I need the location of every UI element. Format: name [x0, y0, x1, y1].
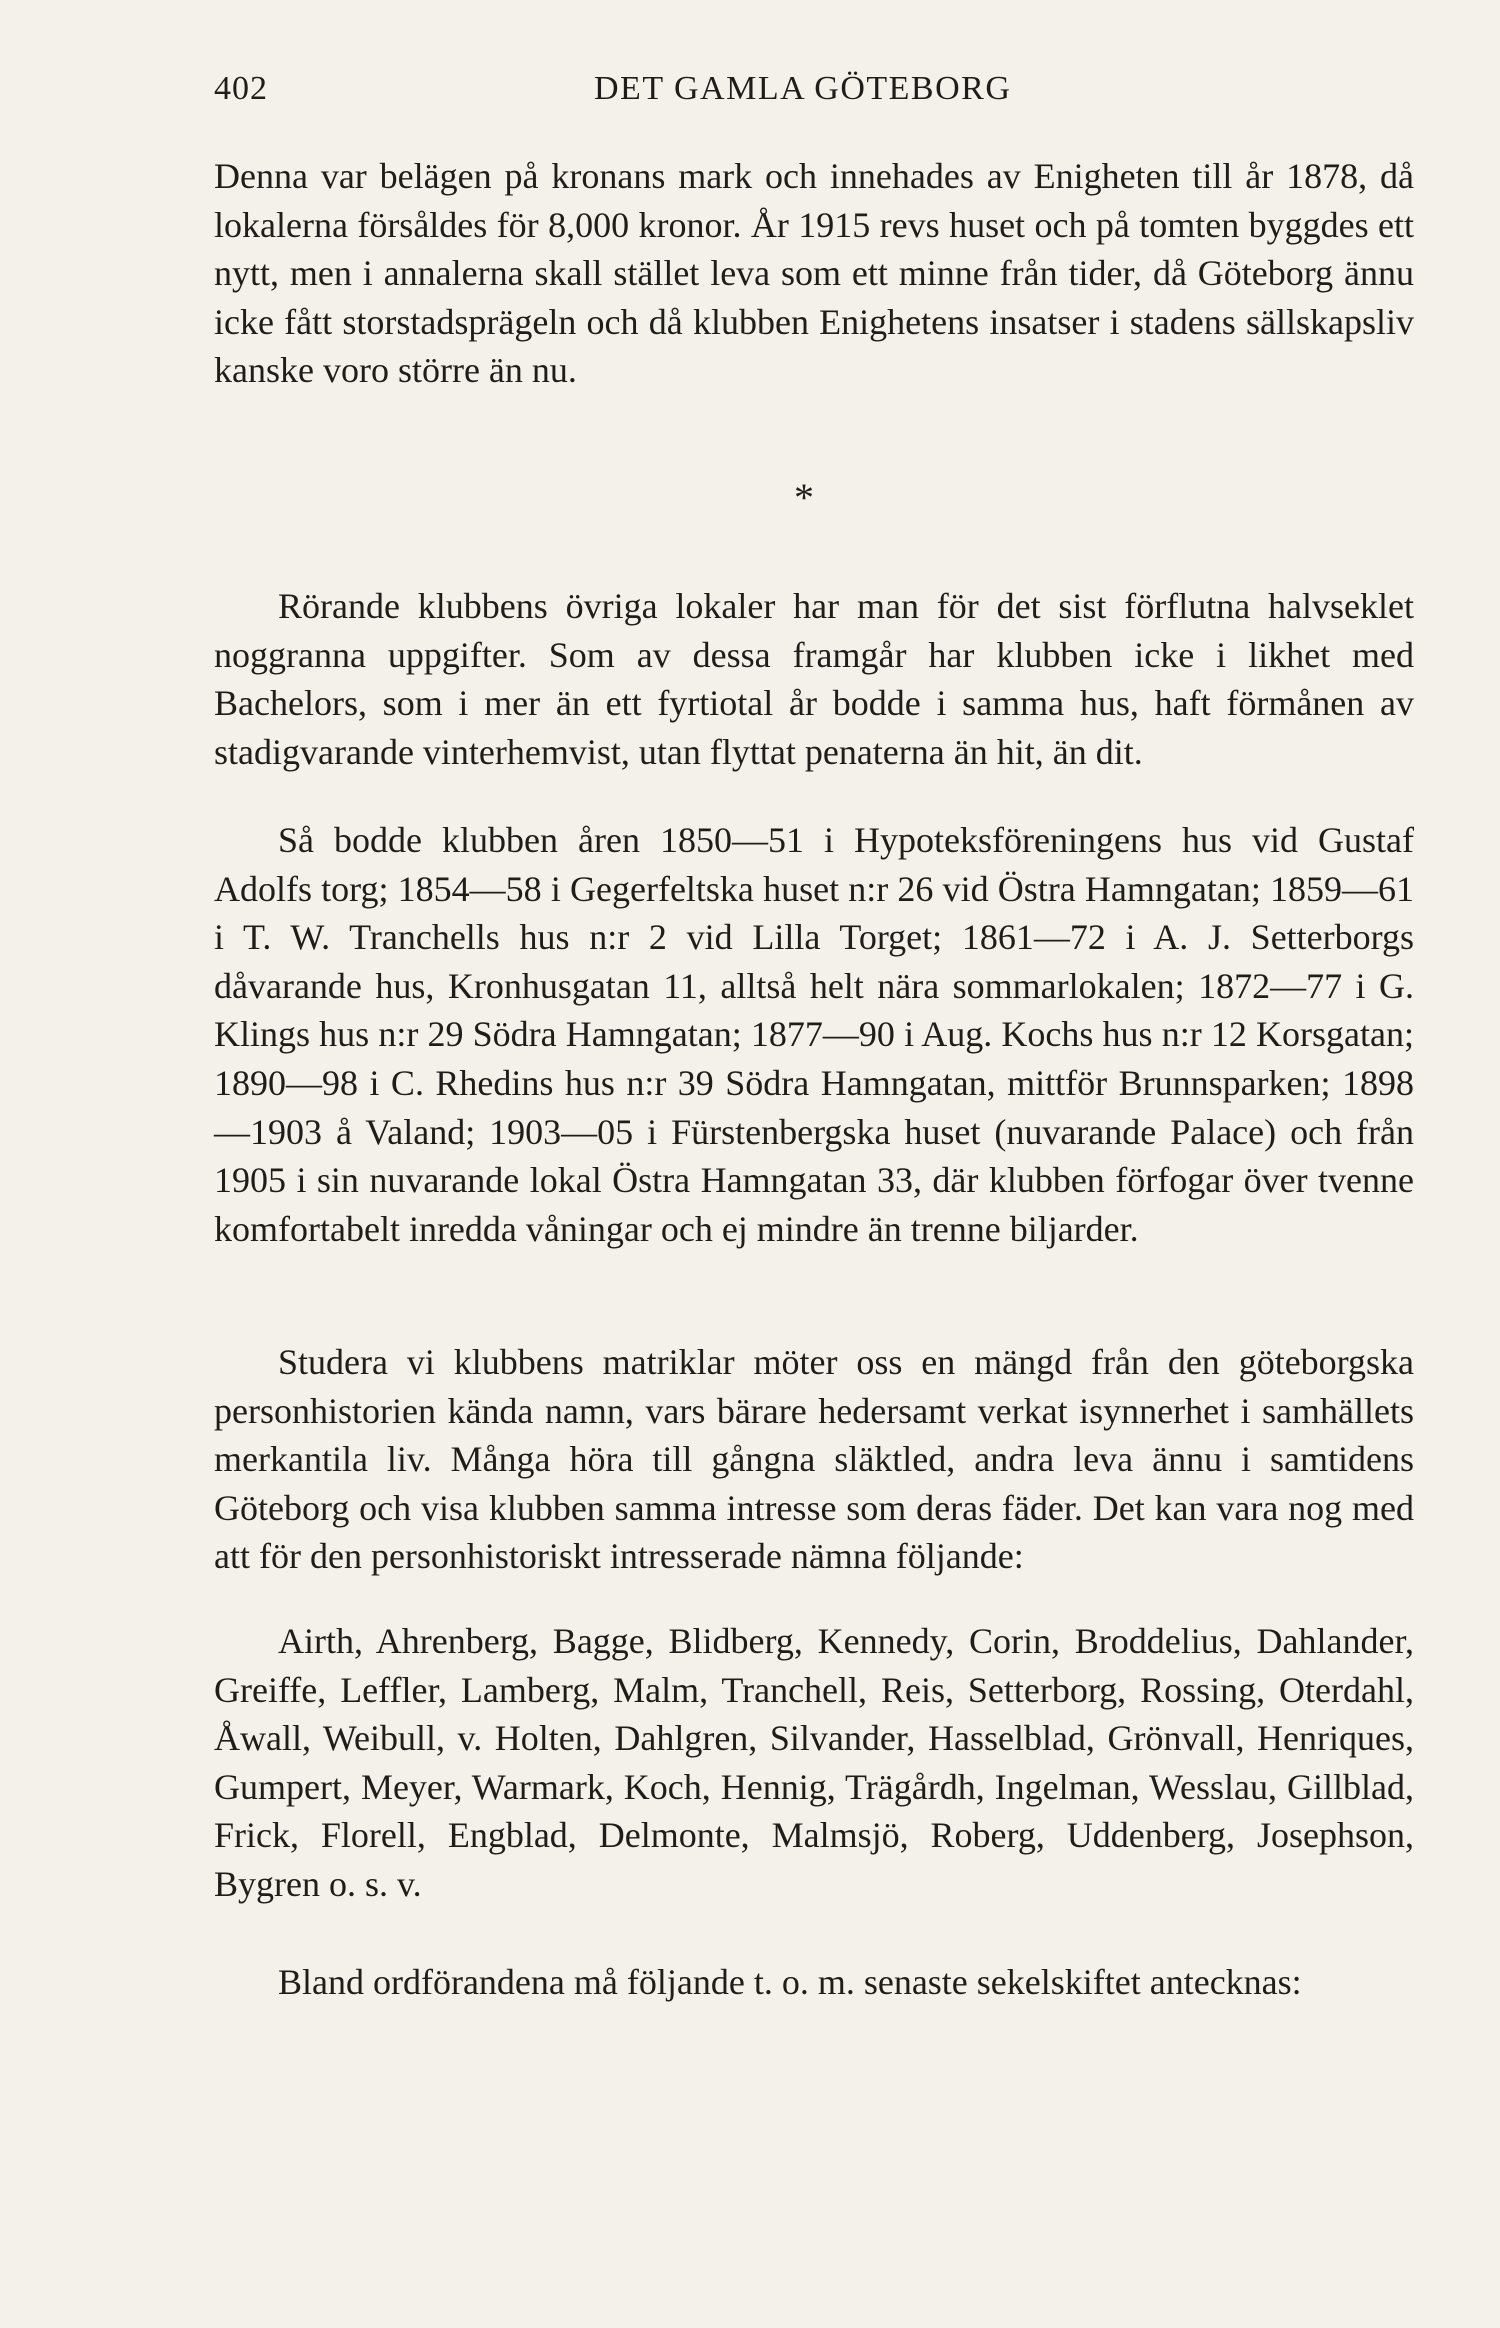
paragraph-4: Studera vi klubbens matriklar möter oss en mängd från den göteborgska personhistorien kända namn, vars bärare hedersamt verkat isynnerhet i samhällets merkantila liv. Många höra till gångna släktled, andra leva ännu i samtidens Göteborg och visa klubben samma intresse som deras fäder. Det kan vara nog med att för den personhistoriskt intresserade nämna följande:	[214, 1342, 1414, 1577]
paragraph-2: Rörande klubbens övriga lokaler har man för det sist förflutna halvseklet noggranna uppgifter. Som av dessa framgår har klubben icke i likhet med Bachelors, som i mer än ett fyrtiotal år bodde i samma hus, haft förmånen av stadigvarande vinterhemvist, utan flyttat penaterna än hit, än dit.	[214, 586, 1414, 772]
paragraph-5-name-list: Airth, Ahrenberg, Bagge, Blidberg, Kennedy, Corin, Broddelius, Dahlander, Greiffe, Leffler, Lamberg, Malm, Tranchell, Reis, Setterborg, Rossing, Oterdahl, Åwall, Weibull, v. Holten, Dahlgren, Silvander, Hasselblad, Grönvall, Henriques, Gumpert, Meyer, Warmark, Koch, Hennig, Trägårdh, Ingelman, Wesslau, Gillblad, Frick, Florell, Engblad, Delmonte, Malmsjö, Roberg, Uddenberg, Josephson, Bygren o. s. v.	[214, 1621, 1414, 1904]
section-separator: *	[794, 475, 814, 520]
paragraph-3: Så bodde klubben åren 1850—51 i Hypoteksföreningens hus vid Gustaf Adolfs torg; 1854—58 i Gegerfeltska huset n:r 26 vid Östra Hamngatan; 1859—61 i T. W. Tranchells hus n:r 2 vid Lilla Torget; 1861—72 i A. J. Setterborgs dåvarande hus, Kronhusgatan 11, alltså helt nära sommarlokalen; 1872—77 i G. Klings hus n:r 29 Södra Hamngatan; 1877—90 i Aug. Kochs hus n:r 12 Korsgatan; 1890—98 i C. Rhedins hus n:r 39 Södra Hamngatan, mittför Brunnsparken; 1898—1903 å Valand; 1903—05 i Fürstenbergska huset (nuvarande Palace) och från 1905 i sin nuvarande lokal Östra Hamngatan 33, där klubben förfogar över tvenne komfortabelt inredda våningar och ej mindre än trenne biljarder.	[214, 820, 1414, 1249]
paragraph-6: Bland ordförandena må följande t. o. m. senaste sekelskiftet antecknas:	[278, 1962, 1302, 2002]
page-header	[214, 70, 1414, 120]
paragraph-1: Denna var belägen på kronans mark och innehades av Enigheten till år 1878, då lokalerna försåldes för 8,000 kronor. År 1915 revs huset och på tomten byggdes ett nytt, men i annalerna skall stället leva som ett minne från tider, då Göteborg ännu icke fått storstadsprägeln och då klubben Enighetens insatser i stadens sällskapsliv kanske voro större än nu.	[214, 156, 1414, 391]
page-number: 402	[214, 70, 268, 107]
running-title: DET GAMLA GÖTEBORG	[594, 70, 1012, 107]
